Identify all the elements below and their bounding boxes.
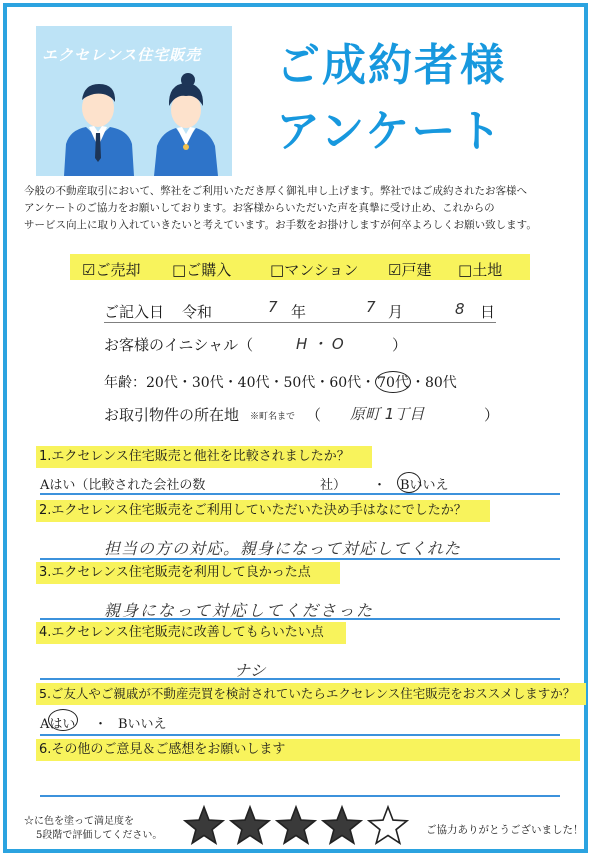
answer-underline (40, 618, 560, 620)
answer-underline (40, 558, 560, 560)
checkbox-empty-icon: □ (458, 261, 473, 279)
question-5: 5.ご友人やご親戚が不動産売買を検討されていたらエクセレンス住宅販売をおススメしますか？ (36, 683, 586, 705)
rating-instruction-line: 5段階で評価してください。 (36, 830, 163, 841)
checkbox-label: 土地 (472, 261, 503, 279)
q1-dot: ・ (373, 478, 387, 493)
date-label: ご記入日 (104, 303, 165, 321)
question-6: 6.その他のご意見＆ご感想をお願いします (36, 739, 580, 761)
location-value[interactable]: 原町 1丁目 (350, 405, 425, 423)
era-label: 令和 (182, 303, 213, 321)
age-label: 年齢： (104, 375, 146, 391)
question-3: 3.エクセレンス住宅販売を利用して良かった点 (36, 562, 340, 584)
age-option[interactable]: 40代 (237, 375, 270, 391)
checkbox-label: 戸建 (401, 261, 432, 279)
q1-selected-circle (397, 472, 421, 493)
intro-line: アンケートのご協力をお願いしております。お客様からいただいた声を真摯に受け止め、これからの (24, 202, 495, 214)
checkbox-house[interactable] (388, 259, 431, 280)
age-separator: ・ (223, 375, 238, 391)
page-title-line1: ご成約者様 (276, 40, 506, 91)
location-label: お取引物件の所在地 (104, 406, 240, 424)
question-4: 4.エクセレンス住宅販売に改善してもらいたい点 (36, 622, 346, 644)
star-rating[interactable] (180, 800, 416, 852)
age-option[interactable]: 30代 (191, 375, 224, 391)
star-filled-icon[interactable] (231, 807, 269, 843)
checkbox-label: マンション (284, 261, 359, 279)
question-1: 1.エクセレンス住宅販売と他社を比較されましたか？ (36, 446, 372, 468)
year-unit: 年 (291, 303, 307, 321)
q5-no-option[interactable]: Bいいえ (118, 717, 167, 732)
initials-label: お客様のイニシャル（ (104, 336, 254, 354)
age-option[interactable]: 60代 (329, 375, 362, 391)
q2-answer[interactable]: 担当の方の対応。親身になって対応してくれた (104, 539, 462, 558)
rating-instruction-line: ☆に色を塗って満足度を (24, 816, 134, 827)
checkbox-empty-icon: □ (270, 261, 285, 279)
q1-unit: 社） (320, 478, 347, 493)
age-separator: ・ (177, 375, 192, 391)
age-separator: ・ (315, 375, 330, 391)
q4-answer[interactable]: ナシ (234, 661, 266, 680)
page-title-line2: アンケート (276, 106, 504, 157)
checkbox-condo[interactable] (270, 259, 359, 280)
month-value[interactable]: 7 (366, 298, 376, 316)
location-close: ） (484, 406, 500, 424)
thanks-text: ご協力ありがとうございました！ (426, 824, 584, 836)
q5-yes-option[interactable]: Aはい (40, 717, 76, 732)
checkbox-checked-icon: ☑ (388, 261, 402, 279)
rating-instruction (24, 815, 162, 843)
question-2: 2.エクセレンス住宅販売をご利用していただいた決め手はなにでしたか？ (36, 500, 490, 522)
q5-dot: ・ (94, 717, 108, 732)
q1-yes-option[interactable]: Aはい（比較された会社の数 (40, 478, 206, 493)
month-unit: 月 (388, 303, 404, 321)
age-option[interactable]: 50代 (283, 375, 316, 391)
star-filled-icon[interactable] (277, 807, 315, 843)
day-unit: 日 (480, 303, 496, 321)
age-separator: ・ (269, 375, 284, 391)
intro-line: 今般の不動産取引において、弊社をご利用いただき厚く御礼申し上げます。弊社ではご成約されたお客様へ (24, 185, 527, 197)
q1-no-option[interactable]: Bいいえ (400, 478, 449, 493)
location-note: ※町名まで (250, 412, 296, 422)
day-value[interactable]: 8 (455, 300, 465, 318)
age-separator: ・ (361, 375, 376, 391)
location-open: （ (306, 406, 322, 424)
answer-underline (40, 678, 560, 680)
answer-underline (40, 734, 560, 736)
star-filled-icon[interactable] (323, 807, 361, 843)
intro-text (24, 183, 584, 234)
checkbox-land[interactable] (458, 259, 502, 280)
age-option[interactable]: 20代 (146, 375, 178, 391)
age-option[interactable]: 80代 (424, 375, 457, 391)
year-value[interactable]: 7 (268, 298, 278, 316)
answer-underline (40, 493, 560, 495)
company-logo-text: エクセレンス住宅販売 (42, 46, 202, 64)
age-separator: ・ (410, 375, 425, 391)
age-option-selected[interactable]: 70代 (375, 371, 411, 393)
date-underline (104, 322, 496, 323)
initials-close: ） (392, 336, 408, 354)
initials-value[interactable]: H ・ O (296, 335, 344, 353)
age-row (104, 371, 457, 393)
q3-answer[interactable]: 親身になって対応してくださった (104, 601, 375, 620)
checkbox-empty-icon: □ (172, 261, 187, 279)
checkbox-sale[interactable] (82, 259, 140, 280)
answer-underline (40, 795, 560, 797)
q5-selected-circle (48, 709, 78, 731)
star-empty-icon[interactable] (369, 807, 407, 843)
checkbox-purchase[interactable] (172, 259, 231, 280)
intro-line: サービス向上に取り入れていきたいと考えています。お手数をお掛けしますが何卒よろしくお願い致します。 (24, 219, 537, 231)
checkbox-checked-icon: ☑ (82, 261, 96, 279)
checkbox-label: ご売却 (95, 261, 141, 279)
checkbox-label: ご購入 (186, 261, 232, 279)
star-filled-icon[interactable] (185, 807, 223, 843)
